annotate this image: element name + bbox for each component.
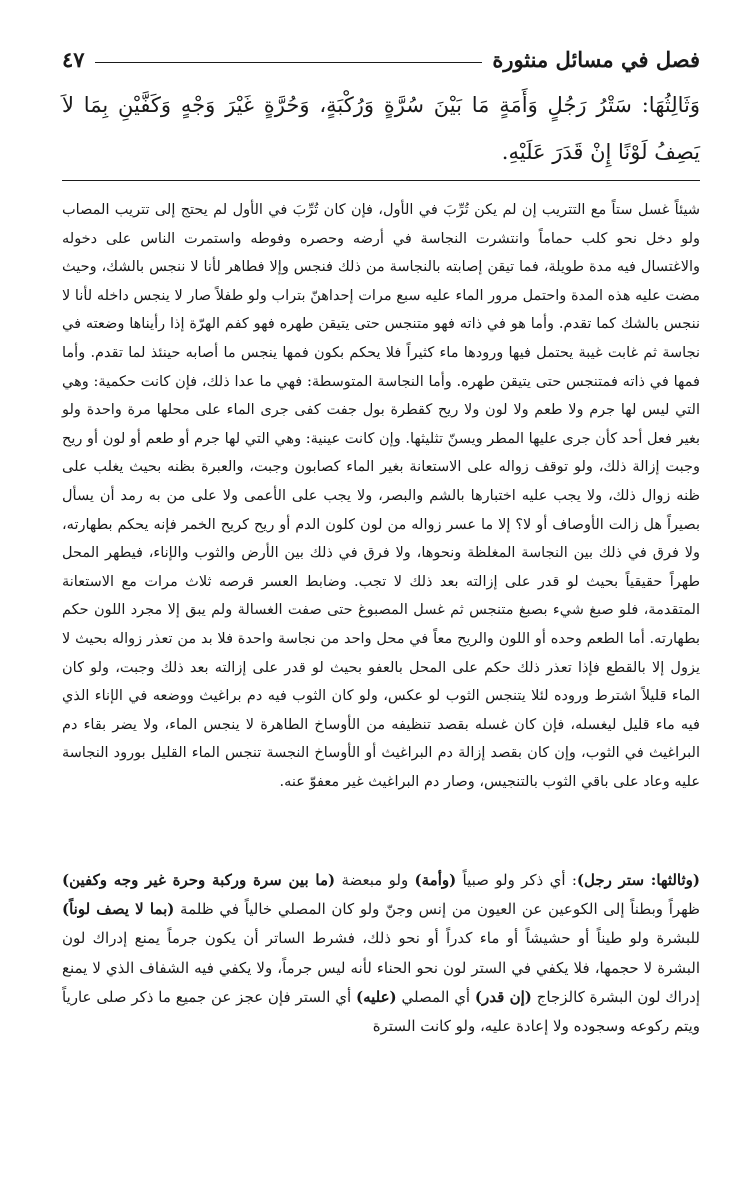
sharh-segment: ظهراً وبطناً إلى الكوعين عن العيون من إنس وجنّ ولو كان المصلي خالياً في ظلمة: [174, 900, 700, 919]
sharh-segment: أي الستر فإن عجز عن جميع ما ذكر صلى عارياً ويتم ركوعه وسجوده ولا إعادة عليه، ولو كانت السترة: [62, 987, 700, 1036]
matn-quote-segment: (بما لا يصف لوناً): [62, 900, 175, 919]
matn-quote-segment: (إن قدر): [474, 987, 532, 1006]
matn-text: وَثَالِثُهَا: سَتْرُ رَجُلٍ وَأَمَةٍ مَا بَيْنَ سُرَّةٍ وَرُكْبَةٍ، وَحُرَّةٍ غَيْرَ وَجْهٍ وَكَفَّيْنِ بِمَا لاَ يَصِفُ لَوْنًا إِنْ قَدَرَ عَلَيْهِ.: [62, 93, 700, 164]
sharh-segment: للبشرة ولو طيناً أو حشيشاً أو ماء كدراً أو نحو ذلك، فشرط الساتر أن يكون جرماً يمنع إدراك لون البشرة لا حجمها، فلا يكفي في الستر لون نحو الحناء لأنه ليس جرماً، ولا يكفي فيه الشفاف الذي لا يمنع إدراك لون البشرة كالزجاج: [62, 929, 701, 1006]
matn-quote-segment: (وأمة): [414, 871, 457, 889]
sharh-segment: أي المصلي: [396, 987, 475, 1006]
sharh-paragraph: [62, 866, 700, 1041]
matn-quote-segment: (ما بين سرة وركبة وحرة غير وجه وكفين): [62, 871, 336, 889]
page-number: ٤٧: [62, 47, 85, 72]
sharh-segment: ولو مبعضة: [335, 871, 415, 889]
header-rule: [95, 62, 483, 63]
section-divider: [62, 180, 700, 181]
chapter-title: فصل في مسائل منثورة: [492, 47, 700, 72]
sharh-segment: : أي ذكر ولو صبياً: [456, 871, 577, 889]
matn-quote-segment: (وثالثها: ستر رجل): [576, 871, 700, 889]
page-header: [62, 32, 700, 72]
matn-quote-segment: (عليه): [355, 987, 397, 1006]
footnote-commentary: شيئاً غسل ستاً مع التتريب إن لم يكن تُرِّبَ في الأول، فإن كان تُرِّبَ في الأول لم يحتج إلى تتريب المصاب ولو دخل نحو كلب حماماً وانتشرت النجاسة في أرضه وحصره وفوطه واستمرت الناس على دخوله والاغتسال فيه مدة طويلة، فما تيقن إصابته بالنجاسة من ذلك فنجس وإلا فطاهر لأنا لا ننجس بالشك، وحيث مضت عليه هذه المدة واحتمل مرور الماء عليه سبع مرات إحداهنّ بتراب ولو طفلاً صار لا ينجس داخله لأنا لا ننجس بالشك كما تقدم. وأما هو في ذاته فهو متنجس حتى يتيقن طهره فهو كفم الهرّة إذا رأيناها وضعته في نجاسة ثم غابت غيبة يحتمل فيها ورودها ماء كثيراً فلا يحكم بكون فمها ينجس ما أصابه حينئذ لما تقدم. وأما فمها في ذاته فمتنجس حتى يتيقن طهره. وأما النجاسة المتوسطة: فهي ما عدا ذلك، فإن كانت حكمية: وهي التي ليس لها جرم ولا طعم ولا لون ولا ريح كقطرة بول جفت كفى جرى الماء على محلها مرة واحدة ولو بغير فعل أحد كأن جرى عليها المطر ويسنّ تثليثها. وإن كانت عينية: وهي التي لها جرم أو طعم أو لون أو ريح وجبت إزالة ذلك، ولو توقف زواله على الاستعانة بغير الماء كصابون وجبت، والعبرة بظنه بحيث يغلب على ظنه زوال ذلك، ولا يجب عليه اختبارها بالشم والبصر، ولا يجب على الأعمى ولا على من به رمد أن يسأل بصيراً هل زالت الأوصاف أو لا؟ إلا ما عسر زواله من لون كلون الدم أو ريح كريح الخمر فإنه يحكم بطهارته، ولا فرق في ذلك بين النجاسة المغلظة ونحوها، ولا فرق في ذلك بين الأرض والثوب والإناء، فيطهر المحل طهراً حقيقياً بحيث لو قدر على إزالته بعد ذلك لا تجب. وضابط العسر قرصه ثلاث مرات مع الاستعانة المتقدمة، فلو صبغ شيء بصبغ متنجس ثم غسل المصبوغ حتى صفت الغسالة ولم يبق إلا مجرد اللون حكم بطهارته. أما الطعم وحده أو اللون والريح معاً في محل واحد من نجاسة واحدة فلا بد من تعذر زواله بحيث لا يزول إلا بالقطع فإذا تعذر ذلك حكم على المحل بالعفو بحيث لو قدر على إزالته بعد ذلك وجبت، ولو كان الماء قليلاً اشترط وروده لئلا يتنجس الثوب لو عكس، ولو كان الثوب فيه دم براغيث ووضعه في الإناء الذي فيه ماء قليل ليغسله، فإن كان غسله بقصد تنظيفه من الأوساخ الطاهرة لا ينجس الماء، ولا يضر بقاء دم البراغيث في الثوب، وإن كان بقصد إزالة دم البراغيث أو الأوساخ النجسة تنجس الماء القليل بورود النجاسة عليه وعاد على باقي الثوب بالتنجيس، وصار دم البراغيث غير معفوّ عنه.: [62, 202, 700, 790]
